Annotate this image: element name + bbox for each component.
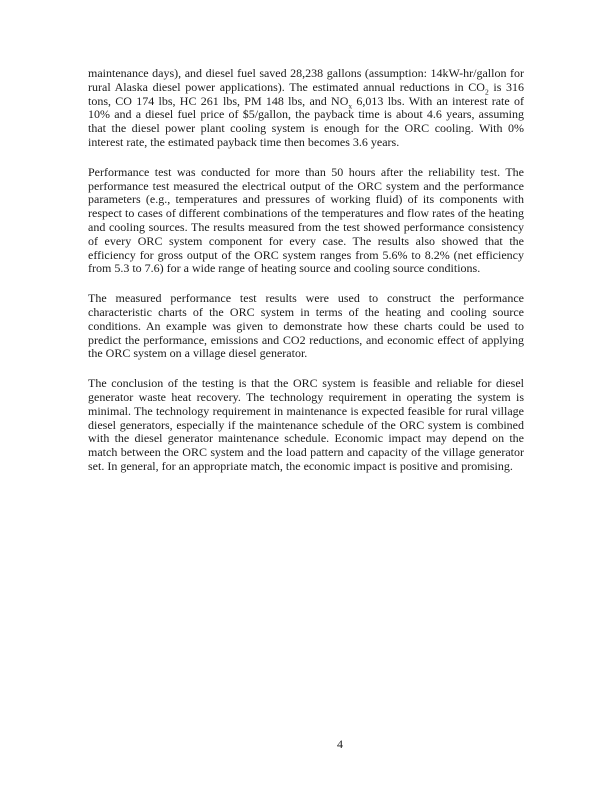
subscript-text: 2 [484,87,489,97]
page-number: 4 [337,737,343,751]
paragraph-text: The measured performance test results were used to construct the performance characteristic charts of the ORC system in terms of the heating and cooling source conditions. An example was given to demonstrate how these charts could be used to predict the performance, emissions and CO2 reductions, and economic effect of applying the ORC system on a village diesel generator. [88,291,524,361]
paragraph-3 [88,292,524,361]
body-text [88,67,524,490]
paragraph-text: is 316 tons, CO 174 lbs, HC 261 lbs, PM 148 lbs, and NO [88,79,524,108]
paragraph-text: maintenance days), and diesel fuel saved 28,238 gallons (assumption: 14kW-hr/gallon for rural Alaska diesel power applications). The estimated annual reductions in CO [88,66,524,94]
subscript-text: x [348,100,353,110]
paragraph-1 [88,67,524,150]
paragraph-text: 6,013 lbs. With an interest rate of 10% and a diesel fuel price of $5/gallon, the payback time is about 4.6 years, assuming that the diesel power plant cooling system is enough for the ORC cooling. With 0% interest rate, the estimated payback time then becomes 3.6 years. [88,93,524,149]
paragraph-4 [88,377,524,474]
paragraph-text: The conclusion of the testing is that the ORC system is feasible and reliable for diesel generator waste heat recovery. The technology requirement in operating the system is minimal. The technology requirement in maintenance is expected feasible for rural village diesel generators, especially if the maintenance schedule of the ORC system is combined with the diesel generator maintenance schedule. Economic impact may depend on the match between the ORC system and the load pattern and capacity of the village generator set. In general, for an appropriate match, the economic impact is positive and promising. [88,376,524,473]
paragraph-2 [88,166,524,276]
paragraph-text: Performance test was conducted for more than 50 hours after the reliability test. The performance test measured the electrical output of the ORC system and the performance parameters (e.g., temperatures and pressures of working fluid) of its components with respect to cases of different combinations of the temperatures and flow rates of the heating and cooling sources. The results measured from the test showed performance consistency of every ORC system component for every case. The results also showed that the efficiency for gross output of the ORC system ranges from 5.6% to 8.2% (net efficiency from 5.3 to 7.6) for a wide range of heating source and cooling source conditions. [88,164,524,276]
